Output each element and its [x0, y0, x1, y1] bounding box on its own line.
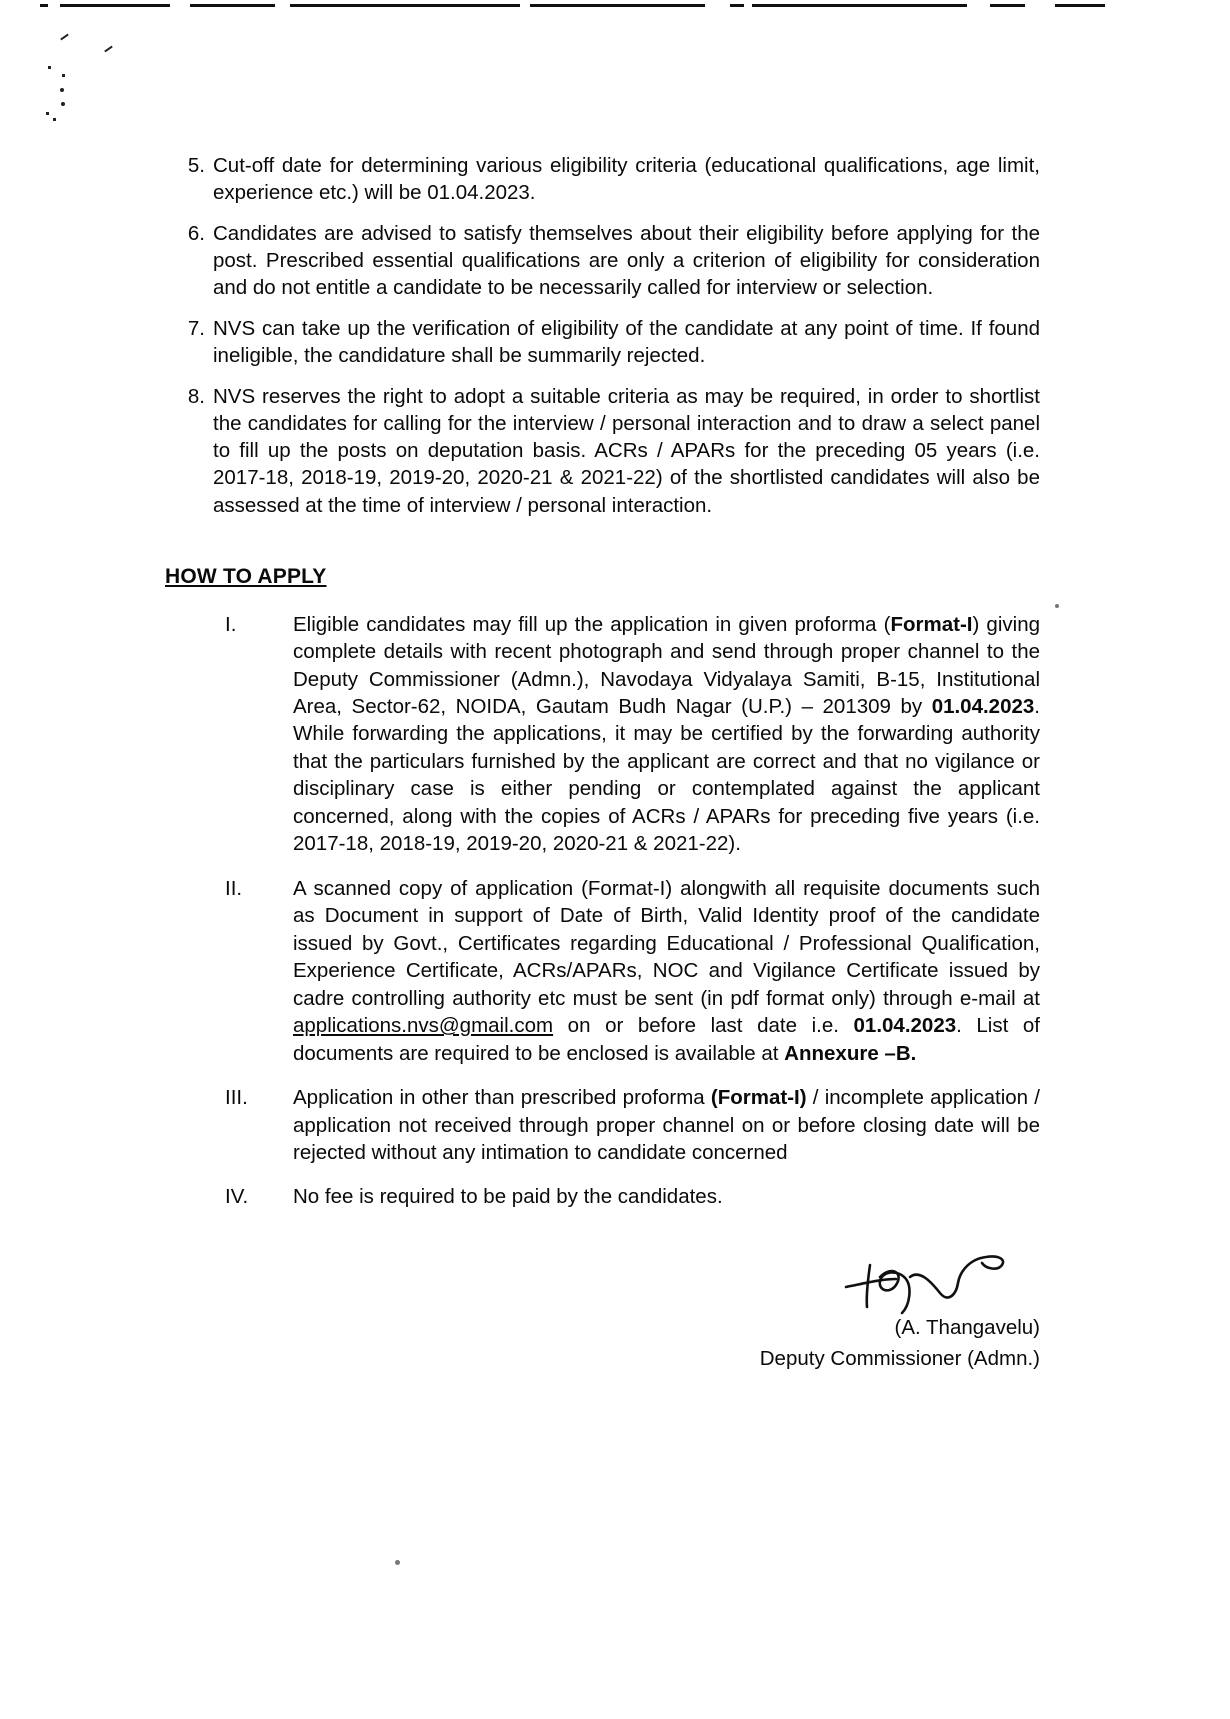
section-heading-how-to-apply: HOW TO APPLY	[165, 564, 327, 588]
list-item	[225, 611, 1040, 858]
body-text: / incomplete application / application not received through proper channel on or before closing date will be rejected without any intimation to candidate concerned	[293, 1086, 1040, 1164]
numbered-instructions-list	[165, 152, 1040, 519]
document-body	[165, 152, 1040, 1228]
body-text: No fee is required to be paid by the candidates.	[293, 1185, 723, 1209]
emphasis-text: 01.04.2023	[853, 1014, 957, 1038]
list-item-text	[293, 877, 1040, 1065]
list-item-marker: 7.	[187, 317, 205, 341]
list-item	[165, 315, 1040, 369]
body-text: A scanned copy of application (Format-I) alongwith all requisite documents such as Document in support of Date of Birth, Valid Identity proof of the candidate issued by Govt., Certificates regarding Educational / Professional Qualification, Experience Certificate, ACRs/APARs, NOC and Vigilance Certificate issued by cadre controlling authority etc must be sent (in pdf format only) through e-mail at	[293, 876, 1040, 1010]
list-item-text: NVS can take up the verification of eligibility of the candidate at any point of time. If found ineligible, the candidature shall be summarily rejected.	[213, 317, 1040, 368]
list-item-text	[293, 1086, 1040, 1164]
emphasis-text: Annexure –B.	[784, 1041, 917, 1065]
scan-speckle-artifact	[40, 30, 130, 120]
signatory-designation: Deputy Commissioner (Admn.)	[759, 1346, 1040, 1370]
body-text: Eligible candidates may fill up the application in given proforma (	[293, 612, 891, 636]
scan-edge-artifact	[0, 0, 1230, 14]
emphasis-text: 01.04.2023	[931, 694, 1035, 718]
page-speck	[1055, 604, 1059, 608]
signature-block	[660, 1255, 1040, 1375]
list-item-text: NVS reserves the right to adopt a suitable criteria as may be required, in order to shortlist the candidates for calling for the interview / personal interaction and to draw a select panel to fill up the posts on deputation basis. ACRs / APARs for the preceding 05 years (i.e. 2017-18, 2018-19, 2019-20, 2020-21 & 2021-22) of the shortlisted candidates will also be assessed at the time of interview / personal interaction.	[213, 385, 1040, 517]
emphasis-text: (Format-I)	[710, 1086, 807, 1110]
body-text: ) giving complete details with recent photograph and send through proper channel to the Deputy Commissioner (Admn.), Navodaya Vidyalaya Samiti, B-15, Institutional Area, Sector-62, NOIDA, Gautam Budh Nagar (U.P.) – 201309 by	[293, 612, 1040, 718]
body-text: . While forwarding the applications, it may be certified by the forwarding authority that the particulars furnished by the applicant are correct and that no vigilance or disciplinary case is either pending or contemplated against the applicant concerned, along with the copies of ACRs / APARs for preceding five years (i.e. 2017-18, 2018-19, 2019-20, 2020-21 & 2021-22).	[293, 694, 1040, 856]
email-link[interactable]: applications.nvs@gmail.com	[293, 1014, 554, 1038]
list-item-marker: IV.	[225, 1185, 249, 1209]
list-item-marker: II.	[225, 876, 243, 900]
list-item	[225, 875, 1040, 1067]
emphasis-text: Format-I	[890, 612, 973, 636]
list-item	[225, 1084, 1040, 1166]
list-item-text: Candidates are advised to satisfy themselves about their eligibility before applying for the post. Prescribed essential qualifications are only a criterion of eligibility for consideration and do not entitle a candidate to be necessarily called for interview or selection.	[213, 222, 1040, 300]
list-item-marker: 8.	[187, 385, 205, 409]
list-item	[165, 152, 1040, 206]
body-text: on or before last date i.e.	[553, 1014, 854, 1038]
list-item	[165, 220, 1040, 301]
list-item-marker: III.	[225, 1086, 248, 1110]
list-item-text: Cut-off date for determining various eligibility criteria (educational qualifications, age limit, experience etc.) will be 01.04.2023.	[213, 154, 1040, 205]
body-text: . List of documents are required to be enclosed is available at	[293, 1014, 1040, 1065]
list-item-marker: 6.	[187, 222, 205, 246]
list-item-text	[293, 613, 1040, 856]
list-item-text	[293, 1185, 723, 1208]
list-item-marker: 5.	[187, 154, 205, 177]
list-item	[165, 383, 1040, 518]
body-text: Application in other than prescribed proforma	[293, 1086, 711, 1110]
page-speck	[395, 1560, 400, 1565]
list-item-marker: I.	[225, 612, 237, 636]
how-to-apply-list	[225, 611, 1040, 1211]
handwritten-signature	[660, 1255, 1040, 1313]
signatory-name: (A. Thangavelu)	[894, 1316, 1040, 1339]
list-item	[225, 1183, 1040, 1210]
